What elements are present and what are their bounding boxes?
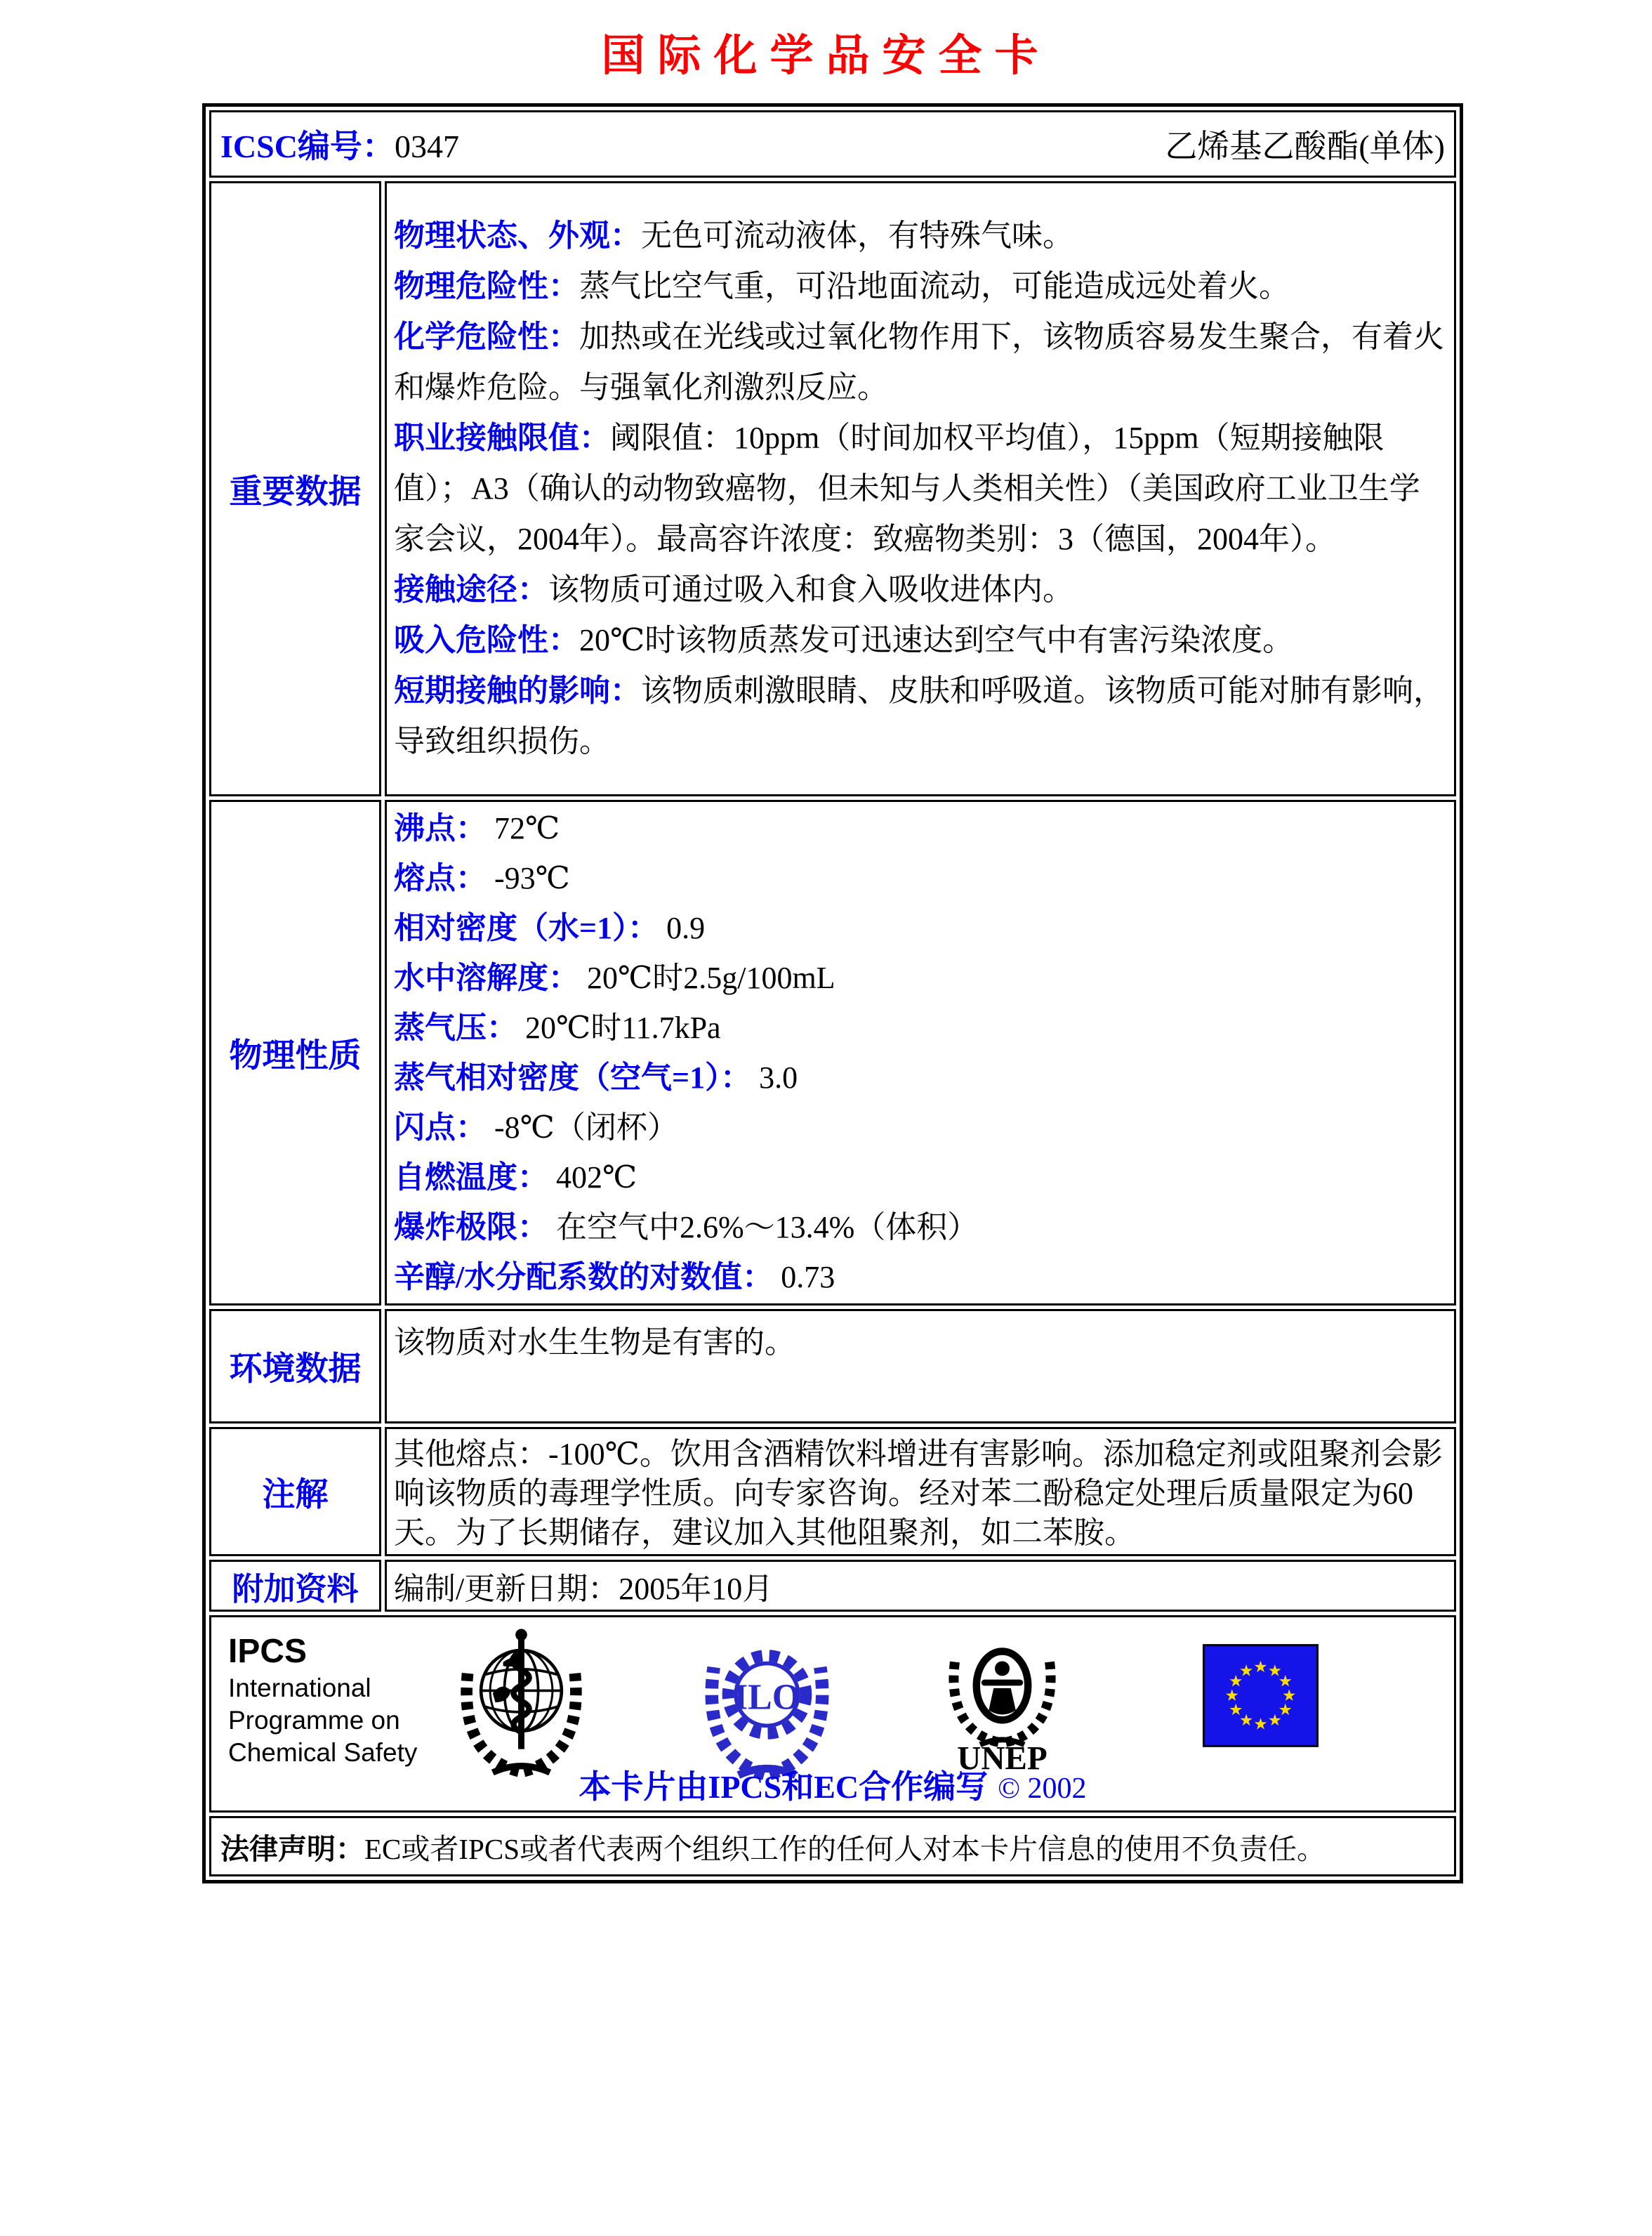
important-data-entry xyxy=(394,211,1447,261)
section-label-important-data: 重要数据 xyxy=(209,181,381,796)
property-value: 3.0 xyxy=(759,1060,798,1095)
property-value: 20℃时11.7kPa xyxy=(525,1011,721,1045)
icsc-number-label: ICSC编号： xyxy=(220,129,395,164)
property-label: 沸点： xyxy=(394,811,487,846)
ipcs-line: Chemical Safety xyxy=(228,1738,418,1767)
field-label: 短期接触的影响： xyxy=(394,673,641,708)
field-text: 该物质可通过吸入和食入吸收进体内。 xyxy=(548,572,1073,607)
field-label: 接触途径： xyxy=(394,572,548,607)
important-data-entry xyxy=(394,615,1447,666)
title-bar xyxy=(0,0,1652,103)
icsc-number-value: 0347 xyxy=(394,129,459,164)
physical-property-row xyxy=(394,953,1447,1003)
property-label: 蒸气相对密度（空气=1）： xyxy=(394,1060,752,1095)
unep-logo xyxy=(941,1624,1064,1775)
organizations-row xyxy=(209,1615,1456,1813)
important-data-entry xyxy=(394,666,1447,767)
ilo-logo xyxy=(702,1623,832,1783)
field-text: 无色可流动液体，有特殊气味。 xyxy=(641,218,1073,253)
notes-text: 其他熔点：-100℃。饮用含酒精饮料增进有害影响。添加稳定剂或阻聚剂会影响该物质的毒理学性质。向专家咨询。经对苯二酚稳定处理后质量限定为60天。为了长期储存，建议加入其他阻聚剂，如二苯胺。 xyxy=(394,1437,1443,1550)
copyright-text: © 2002 xyxy=(998,1773,1087,1805)
ipcs-line: International xyxy=(228,1673,371,1702)
section-label-physical-properties: 物理性质 xyxy=(209,800,381,1306)
physical-property-row xyxy=(394,903,1447,953)
property-value: 在空气中2.6%～13.4%（体积） xyxy=(556,1210,979,1244)
physical-property-row xyxy=(394,803,1447,853)
physical-property-row xyxy=(394,1103,1447,1152)
property-label: 蒸气压： xyxy=(394,1011,517,1045)
section-content-additional-info: 编制/更新日期：2005年10月 xyxy=(385,1560,1456,1612)
property-value: 20℃时2.5g/100mL xyxy=(587,961,835,995)
legal-text: EC或者IPCS或者代表两个组织工作的任何人对本卡片信息的使用不负责任。 xyxy=(364,1832,1326,1865)
field-label: 物理危险性： xyxy=(394,269,579,303)
page-title: 国际化学品安全卡 xyxy=(601,32,1051,80)
section-label-additional-info: 附加资料 xyxy=(209,1560,381,1612)
section-content-notes xyxy=(385,1427,1456,1556)
field-label: 职业接触限值： xyxy=(394,421,610,455)
property-label: 相对密度（水=1）： xyxy=(394,911,659,945)
ipcs-line: Programme on xyxy=(228,1706,400,1735)
field-text: 阈限值：10ppm（时间加权平均值），15ppm（短期接触限值）；A3（确认的动物致癌物，但未知与人类相关性）（美国政府工业卫生学家会议，2004年）。最高容许浓度：致癌物类别：3（德国，2004年）。 xyxy=(394,421,1420,556)
legal-row xyxy=(209,1816,1456,1876)
important-data-entry xyxy=(394,261,1447,312)
physical-property-row xyxy=(394,1252,1447,1302)
legal-label: 法律声明： xyxy=(220,1832,364,1865)
section-label-environmental-data: 环境数据 xyxy=(209,1309,381,1423)
property-value: -93℃ xyxy=(494,861,570,895)
caption-text: 本卡片由IPCS和EC合作编写 xyxy=(579,1769,989,1805)
property-label: 自燃温度： xyxy=(394,1160,548,1195)
property-value: 72℃ xyxy=(494,811,560,846)
important-data-entry xyxy=(394,565,1447,615)
physical-property-row xyxy=(394,1202,1447,1252)
ipcs-acronym: IPCS xyxy=(228,1633,308,1670)
field-text: 该物质刺激眼睛、皮肤和呼吸道。该物质可能对肺有影响，导致组织损伤。 xyxy=(394,673,1444,758)
property-value: 0.73 xyxy=(781,1260,835,1294)
icsc-number-group xyxy=(220,121,459,167)
physical-property-row xyxy=(394,1053,1447,1103)
ipcs-text-block xyxy=(228,1631,417,1769)
icsc-card-table xyxy=(202,103,1463,1883)
property-value: -8℃（闭杯） xyxy=(494,1110,678,1145)
section-content-environmental-data: 该物质对水生生物是有害的。 xyxy=(385,1309,1456,1423)
property-value: 0.9 xyxy=(666,911,706,945)
property-label: 熔点： xyxy=(394,861,487,895)
cooperation-caption xyxy=(211,1761,1454,1808)
unep-letters: UNEP xyxy=(957,1740,1048,1775)
section-label-notes: 注解 xyxy=(209,1427,381,1556)
property-label: 爆炸极限： xyxy=(394,1210,548,1244)
field-label: 吸入危险性： xyxy=(394,623,579,657)
field-label: 化学危险性： xyxy=(394,320,579,354)
eu-flag-icon xyxy=(1203,1644,1319,1747)
important-data-entry xyxy=(394,413,1447,565)
physical-property-row xyxy=(394,853,1447,903)
physical-property-row xyxy=(394,1003,1447,1053)
chemical-name: 乙烯基乙酸酯(单体) xyxy=(1165,129,1445,164)
section-content-important-data xyxy=(385,181,1456,796)
important-data-entry xyxy=(394,312,1447,413)
property-label: 辛醇/水分配系数的对数值： xyxy=(394,1260,774,1294)
section-content-physical-properties xyxy=(385,800,1456,1306)
property-label: 闪点： xyxy=(394,1110,487,1145)
ilo-letters: ILO xyxy=(734,1677,800,1718)
field-text: 20℃时该物质蒸发可迅速达到空气中有害污染浓度。 xyxy=(579,623,1294,657)
property-label: 水中溶解度： xyxy=(394,961,579,995)
field-text: 加热或在光线或过氧化物作用下，该物质容易发生聚合，有着火和爆炸危险。与强氧化剂激烈反应。 xyxy=(394,320,1444,405)
property-value: 402℃ xyxy=(556,1160,637,1195)
card-header-row xyxy=(209,110,1456,178)
physical-property-row xyxy=(394,1152,1447,1202)
field-text: 蒸气比空气重，可沿地面流动，可能造成远处着火。 xyxy=(579,269,1290,303)
field-label: 物理状态、外观： xyxy=(394,218,641,253)
who-logo xyxy=(456,1623,586,1783)
